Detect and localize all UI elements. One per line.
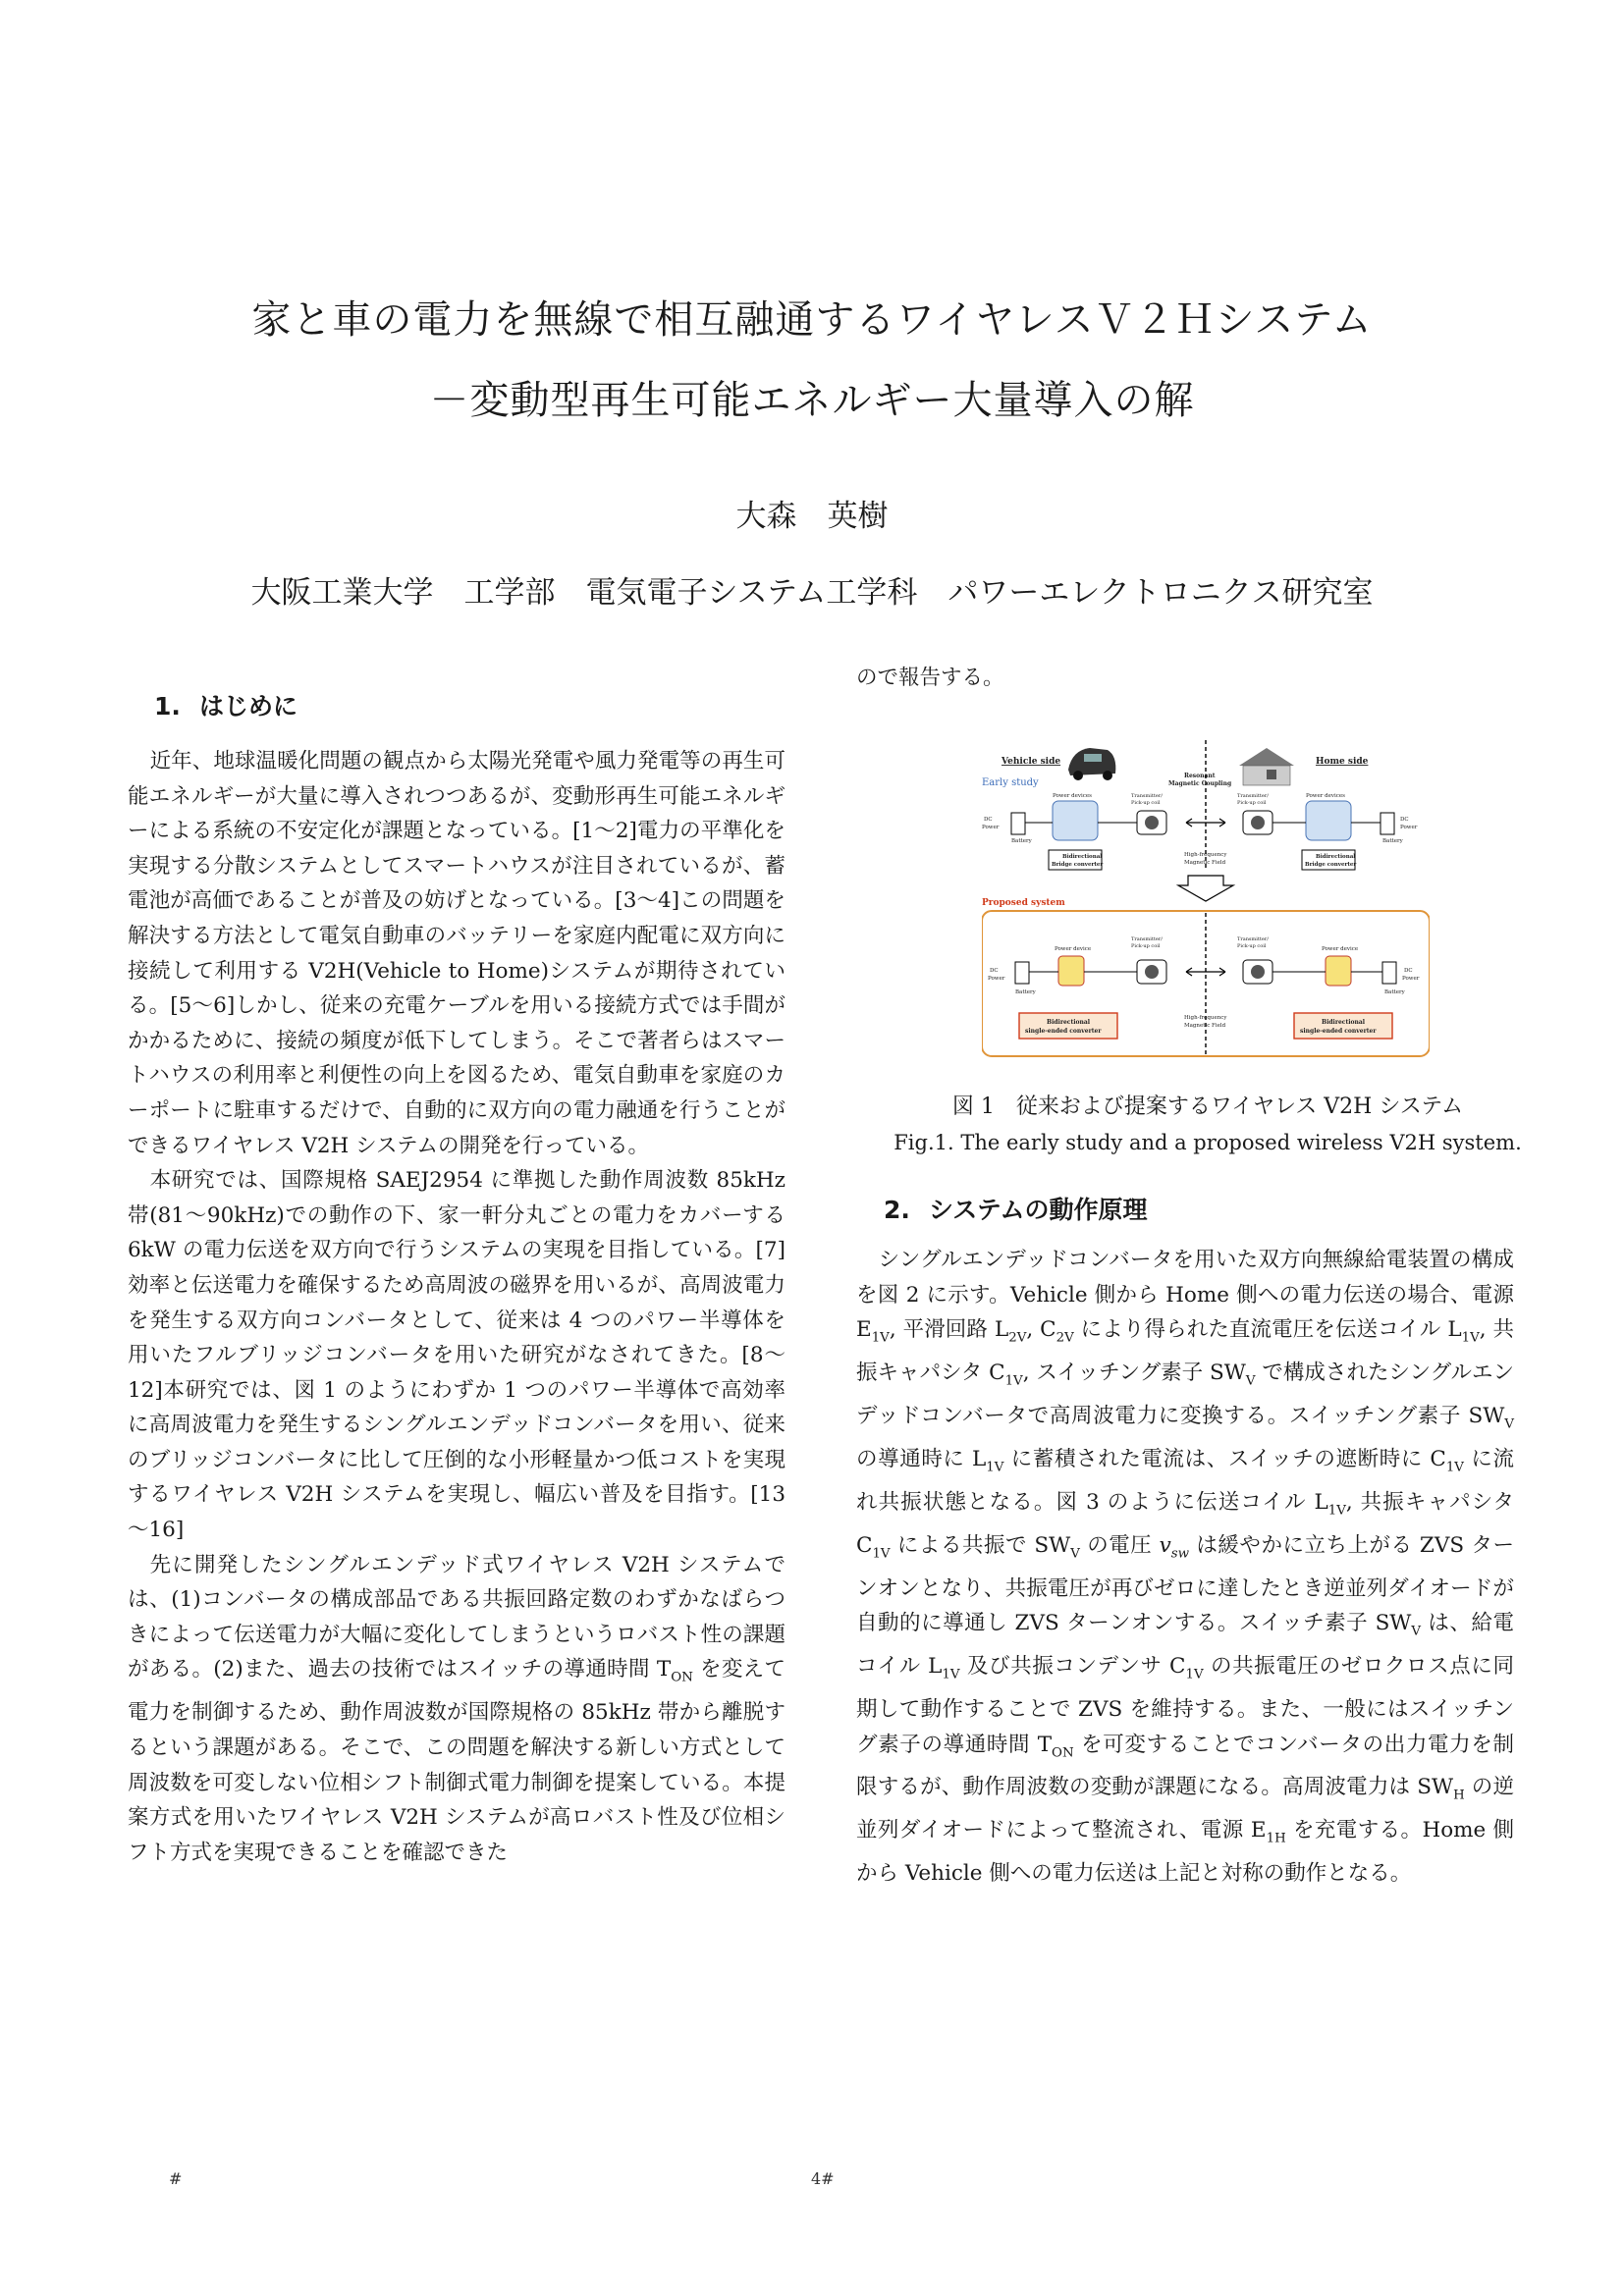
title-line-1: 家と車の電力を無線で相互融通するワイヤレスＶ２Ｈシステム: [251, 297, 1373, 343]
pickup-label-3: Pick-up coil: [1131, 943, 1161, 949]
power-label-4: Power: [1402, 976, 1420, 982]
battery-label-2: Battery: [1382, 838, 1403, 844]
vehicle-side-label: Vehicle side: [1001, 757, 1061, 767]
power-label-3: Power: [988, 976, 1005, 982]
power-label-2: Power: [1400, 825, 1418, 830]
pickup-label-2: Pick-up coil: [1237, 800, 1267, 806]
mf-label-2: Magnetic Field: [1184, 1023, 1226, 1029]
section-1-title: はじめに: [199, 692, 298, 721]
bridge-converter-vehicle: [1053, 801, 1098, 840]
early-study-label: Early study: [982, 777, 1039, 788]
bidirectional-label-4: Bidirectional: [1322, 1019, 1366, 1026]
bidirectional-label-1: Bidirectional: [1062, 854, 1103, 860]
mf-label-1: Magnetic Field: [1184, 860, 1226, 866]
section-2-heading: [884, 1191, 1148, 1226]
pickup-label-1: Pick-up coil: [1131, 800, 1161, 806]
figure-1-diagram: [982, 740, 1430, 1070]
single-ended-box-2: [1294, 1013, 1392, 1039]
title-line-2: －変動型再生可能エネルギー大量導入の解: [429, 378, 1195, 423]
hf-label-2: High-frequency: [1184, 1015, 1227, 1021]
hf-label-1: High-frequency: [1184, 852, 1227, 858]
figure-caption-jp: 図 1 従来および提案するワイヤレス V2H システム: [951, 1095, 1464, 1119]
power-device-label-2: Power device: [1322, 946, 1359, 952]
dc-label-1: DC: [984, 817, 993, 823]
resonant-label: Resonant: [1184, 773, 1216, 779]
power-devices-label-1: Power devices: [1053, 793, 1092, 799]
page-number: 4#: [811, 2169, 835, 2188]
battery-label-3: Battery: [1015, 989, 1036, 995]
bridge-converter-home: [1306, 801, 1351, 840]
power-device-label-1: Power device: [1055, 946, 1092, 952]
home-side-label: Home side: [1316, 757, 1369, 767]
power-device-vehicle: [1058, 956, 1084, 986]
single-ended-label-2: single-ended converter: [1300, 1028, 1377, 1035]
down-arrow-icon: [1178, 876, 1233, 901]
section-1-paragraph-3: 先に開発したシングルエンデッド式ワイヤレス V2H システムでは、(1)コンバータの構成部品である共振回路定数のわずかなばらつきによって伝送電力が大幅に変化してしまうというロバスト性の課題がある。(2)また、過去の技術ではスイッチの導通時間 $T_{ON}$ を変えて電力を制御するため、動作周波数が国際規格の 85kHz 帯から離脱するという課題がある。そこで、この問題を解決する新しい方式として周波数を可変しない位相シフト制御式電力制御を提案している。本提案方式を用いたワイヤレス V2H システムが高ロバスト性及び位相シフト方式を実現できることを確認できた: [128, 1552, 785, 1865]
section-1-body: [128, 744, 785, 1870]
bidirectional-label-3: Bidirectional: [1047, 1019, 1091, 1026]
section-2-body: [856, 1243, 1514, 1892]
magnetic-coupling-label: Magnetic Coupling: [1168, 780, 1232, 787]
author: 大森 英樹: [735, 499, 889, 534]
section-1-paragraph-1: 近年、地球温暖化問題の観点から太陽光発電や風力発電等の再生可能エネルギーが大量に導入されつつあるが、変動形再生可能エネルギーによる系統の不安定化が課題となっている。[1～2]電力の平準化を実現する分散システムとしてスマートハウスが注目されているが、蓄電池が高価であることが普及の妨げとなっている。[3～4]この問題を解決する方法として電気自動車のバッテリーを家庭内配電に双方向に接続して利用する V2H(Vehicle to Home)システムが期待されている。[5～6]しかし、従来の充電ケーブルを用いる接続方式では手間がかかるために、接続の頻度が低下してしまう。そこで著者らはスマートハウスの利用率と利便性の向上を図るため、電気自動車を家庭のカーポートに駐車するだけで、自動的に双方向の電力融通を行うことができるワイヤレス V2H システムの開発を行っている。: [128, 749, 785, 1158]
dc-label-2: DC: [1400, 817, 1409, 823]
bridge-converter-label-1: Bridge converter: [1052, 862, 1104, 868]
affiliation: 大阪工業大学 工学部 電気電子システム工学科 パワーエレクトロニクス研究室: [250, 575, 1374, 611]
house-icon: [1239, 748, 1294, 785]
single-ended-label-1: single-ended converter: [1025, 1028, 1102, 1035]
column-2-continuation: [856, 661, 1514, 696]
car-icon: [1068, 748, 1115, 780]
dc-label-3: DC: [990, 968, 999, 974]
section-2-number: 2.: [884, 1196, 910, 1224]
section-1-heading: [154, 687, 298, 722]
power-device-home: [1326, 956, 1351, 986]
footer-left-mark: #: [169, 2169, 183, 2188]
section-1-number: 1.: [154, 692, 181, 721]
battery-label-1: Battery: [1011, 838, 1032, 844]
battery-label-4: Battery: [1384, 989, 1405, 995]
continuation-text: ので報告する。: [856, 666, 1004, 690]
pickup-label-4: Pick-up coil: [1237, 943, 1267, 949]
early-study-circuit: [982, 793, 1418, 870]
figure-caption-en: Fig.1. The early study and a proposed wireless V2H system.: [893, 1131, 1522, 1154]
bidirectional-label-2: Bidirectional: [1316, 854, 1356, 860]
single-ended-box-1: [1019, 1013, 1117, 1039]
battery-2-symbol: [1380, 813, 1394, 834]
dc-label-4: DC: [1404, 968, 1413, 974]
transmitter-label-2: Transmitter/: [1237, 793, 1269, 799]
power-label-1: Power: [982, 825, 1000, 830]
transmitter-label-1: Transmitter/: [1131, 793, 1163, 799]
bridge-converter-label-2: Bridge converter: [1305, 862, 1357, 868]
section-2-paragraph-1: シングルエンデッドコンバータを用いた双方向無線給電装置の構成を図 2 に示す。Vehicle 側から Home 側への電力伝送の場合、電源 $E_{1V}$, 平滑回路 $L_{2V}$, $C_{2V}$ により得られた直流電圧を伝送コイル $L_{1V}$, 共振キャパシタ $C_{1V}$, スイッチング素子 $SW_V$ で構成されたシングルエンデッドコンバータで高周波電力に変換する。スイッチング素子 $SW_V$ の導通時に $L_{1V}$ に蓄積された電流は、スイッチの遮断時に $C_{1V}$ に流れ共振状態となる。図 3 のように伝送コイル $L_{1V}$, 共振キャパシタ $C_{1V}$ による共振で $SW_V$ の電圧 $v_{sw}$ は緩やかに立ち上がる ZVS ターンオンとなり、共振電圧が再びゼロに達したとき逆並列ダイオードが自動的に導通し ZVS ターンオンする。スイッチ素子 $SW_V$ は、給電コイル $L_{1V}$ 及び共振コンデンサ $C_{1V}$ の共振電圧のゼロクロス点に同期して動作することで ZVS を維持する。また、一般にはスイッチング素子の導通時間 $T_{ON}$ を可変することでコンバータの出力電力を制限するが、動作周波数の変動が課題になる。高周波電力は $SW_H$ の逆並列ダイオードによって整流され、電源 $E_{1H}$ を充電する。Home 側から Vehicle 側への電力伝送は上記と対称の動作となる。: [856, 1248, 1515, 1887]
transmitter-label-4: Transmitter/: [1237, 936, 1269, 942]
transmitter-label-3: Transmitter/: [1131, 936, 1163, 942]
power-devices-label-2: Power devices: [1306, 793, 1345, 799]
battery-1-symbol: [1011, 813, 1025, 834]
proposed-system-label: Proposed system: [982, 898, 1065, 908]
section-1-paragraph-2: 本研究では、国際規格 SAEJ2954 に準拠した動作周波数 85kHz 帯(81～90kHz)での動作の下、家一軒分丸ごとの電力をカバーする 6kW の電力伝送を双方向で行うシステムの実現を目指している。[7]効率と伝送電力を確保するため高周波の磁界を用いるが、高周波電力を発生する双方向コンバータとして、従来は 4 つのパワー半導体を用いたフルブリッジコンバータを用いた研究がなされてきた。[8～12]本研究では、図 1 のようにわずか 1 つのパワー半導体で高効率に高周波電力を発生するシングルエンデッドコンバータを用い、従来のブリッジコンバータに比して圧倒的な小形軽量かつ低コストを実現するワイヤレス V2H システムを実現し、幅広い普及を目指す。[13～16]: [128, 1168, 785, 1543]
section-2-title: システムの動作原理: [929, 1196, 1148, 1224]
